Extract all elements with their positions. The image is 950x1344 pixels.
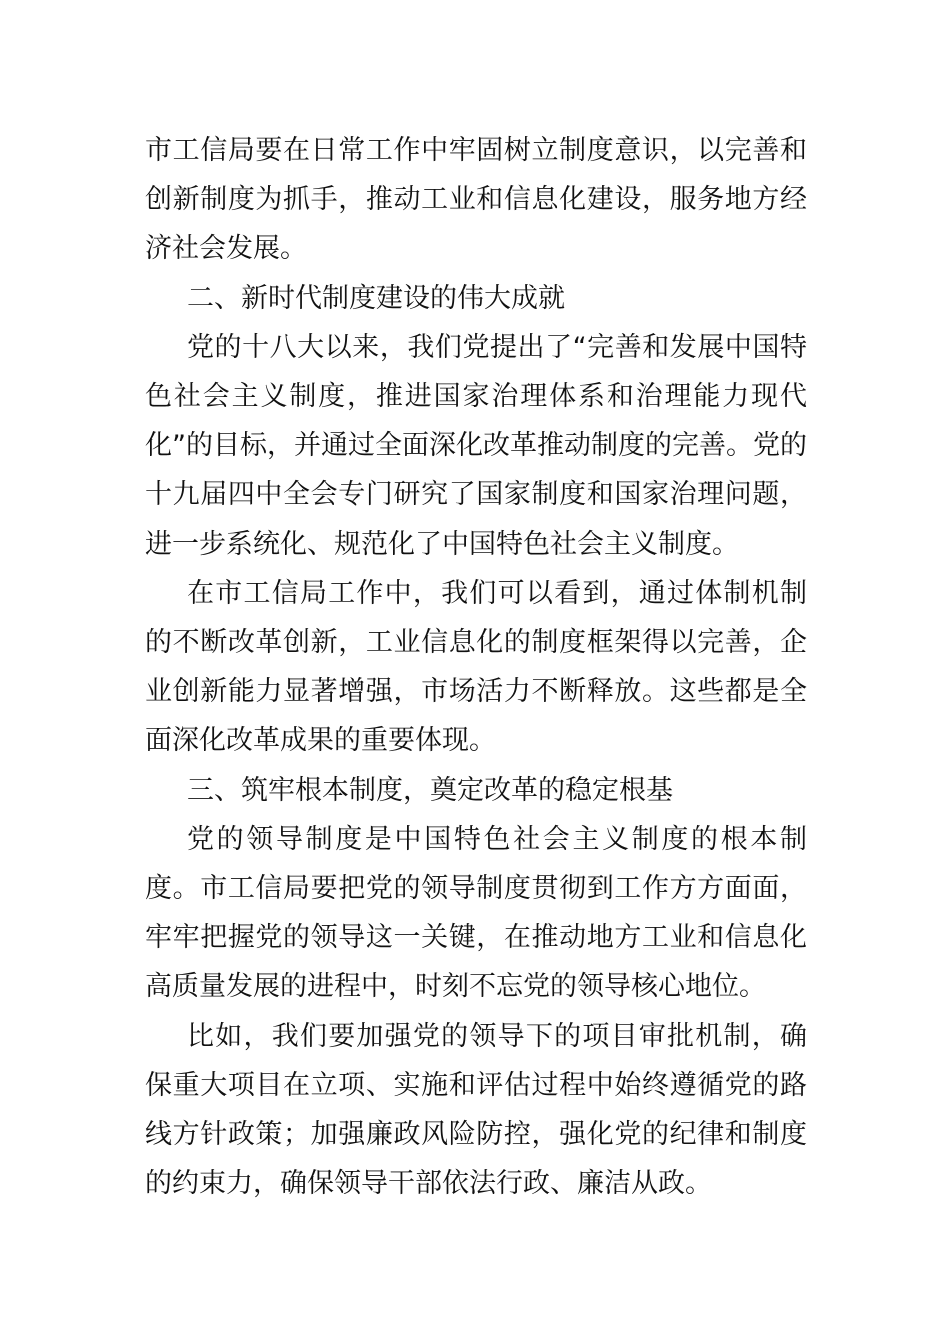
- section-heading-3: 三、筑牢根本制度，奠定改革的稳定根基: [187, 774, 673, 806]
- paragraph: 党的领导制度是中国特色社会主义制度的根本制度。市工信局要把党的领导制度贯彻到工作方方面面，牢牢把握党的领导这一关键，在推动地方工业和信息化高质量发展的进程中，时刻不忘党的领导核心地位。: [145, 823, 807, 1003]
- paragraph-continuation: 市工信局要在日常工作中牢固树立制度意识，以完善和创新制度为抓手，推动工业和信息化建设，服务地方经济社会发展。: [145, 135, 807, 265]
- paragraph: 党的十八大以来，我们党提出了“完善和发展中国特色社会主义制度，推进国家治理体系和治理能力现代化”的目标，并通过全面深化改革推动制度的完善。党的十九届四中全会专门研究了国家制度和国家治理问题，进一步系统化、规范化了中国特色社会主义制度。: [145, 331, 807, 560]
- paragraph: 比如，我们要加强党的领导下的项目审批机制，确保重大项目在立项、实施和评估过程中始终遵循党的路线方针政策；加强廉政风险防控，强化党的纪律和制度的约束力，确保领导干部依法行政、廉洁从政。: [145, 1020, 807, 1200]
- paragraph: 在市工信局工作中，我们可以看到，通过体制机制的不断改革创新，工业信息化的制度框架得以完善，企业创新能力显著增强，市场活力不断释放。这些都是全面深化改革成果的重要体现。: [145, 577, 807, 757]
- document-body: [145, 126, 807, 1208]
- section-heading-2: 二、新时代制度建设的伟大成就: [187, 282, 565, 314]
